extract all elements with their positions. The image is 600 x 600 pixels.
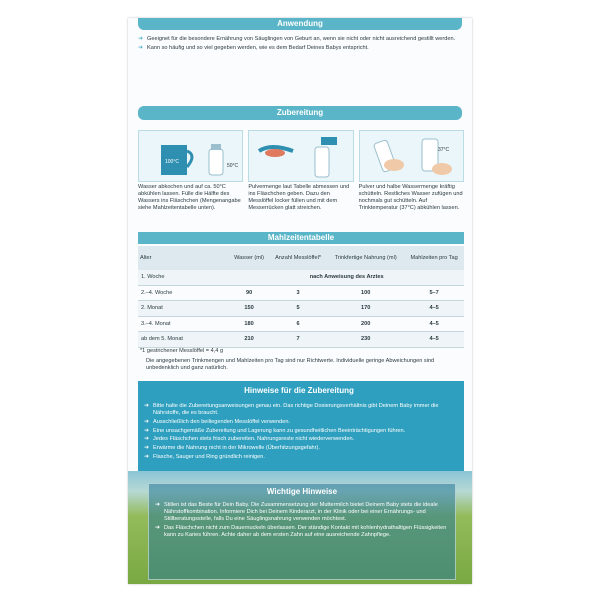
arrow-bullet-icon: ➜	[155, 502, 161, 508]
table-note: Die angegebenen Trinkmengen und Mahlzeiten pro Tag sind nur Richtwerte. Individuelle geringe Abweichungen sind unbedenklich und ganz natürlich.	[146, 358, 435, 371]
column-header: Anzahl Messlöffel*	[269, 246, 327, 270]
list-item: ➜ Eine unsachgemäße Zubereitung und Lagerung kann zu gesundheitlichen Beeinträchtigungen führen.	[144, 427, 406, 434]
table-header-row	[138, 246, 464, 270]
arrow-bullet-icon: ➜	[138, 36, 144, 42]
feeding-table	[138, 246, 464, 348]
table-row: 1. Woche nach Anweisung des Arztes	[138, 270, 464, 285]
column-header: Mahlzeiten pro Tag	[404, 246, 464, 270]
important-notes-box	[148, 483, 456, 580]
anwendung-header: Anwendung	[138, 18, 462, 30]
arrow-bullet-icon: ➜	[144, 453, 150, 460]
svg-text:100°C: 100°C	[165, 159, 179, 165]
column-header: Trinkfertige Nahrung (ml)	[327, 246, 404, 270]
list-item: ➜ Jedes Fläschchen stets frisch zubereiten. Nahrungsreste nicht wiederverwenden.	[144, 436, 355, 443]
table-row: 2.–4. Woche 90 3 100 5–7	[138, 285, 464, 301]
table-row: 2. Monat 150 5 170 4–5	[138, 301, 464, 317]
step-3-text: Pulver und halbe Wassermenge kräftig schütteln. Restliches Wasser zufügen und nochmals gut schütteln. Auf Trinktemperatur (37°C) abkühlen lassen.	[358, 184, 463, 211]
column-header: Wasser (ml)	[229, 246, 269, 270]
list-item: ➜ Erwärme die Nahrung nicht in der Mikrowelle (Überhitzungsgefahr).	[144, 445, 320, 452]
table-header: Mahlzeitentabelle	[138, 232, 464, 244]
list-item: ➜ Das Fläschchen nicht zum Dauernuckeln überlassen. Der ständige Kontakt mit kohlenhydrathaltigen Flüssigkeiten kann zu Karies führen. Achte daher ab dem ersten Zahn auf eine ausreichende Zahnpflege.	[155, 525, 447, 539]
shaking-bottle-illustration	[359, 130, 464, 182]
arrow-bullet-icon: ➜	[144, 427, 150, 434]
svg-text:37°C: 37°C	[437, 147, 449, 153]
table-row: ab dem 5. Monat 210 7 230 4–5	[138, 332, 464, 348]
arrow-bullet-icon: ➜	[144, 418, 150, 425]
arrow-bullet-icon: ➜	[144, 403, 150, 409]
list-item: ➜ Geeignet für die besondere Ernährung von Säuglingen von Geburt an, wenn sie nicht oder nicht ausreichend gestillt werden.	[138, 36, 456, 42]
arrow-bullet-icon: ➜	[144, 436, 150, 443]
list-item: ➜ Bitte halte die Zubereitungsanweisungen genau ein. Das richtige Dosierungsverhältnis gibt Deinem Baby immer die Nährstoffe, die es braucht.	[144, 403, 439, 417]
kettle-illustration	[138, 130, 243, 182]
list-item: ➜ Flasche, Sauger und Ring gründlich reinigen.	[144, 453, 265, 460]
wichtig-header: Wichtige Hinweise	[266, 487, 338, 496]
column-header: Alter	[138, 246, 229, 270]
list-item: ➜ Kann so häufig und so viel gegeben werden, wie es dem Bedarf Deines Babys entspricht.	[138, 44, 369, 51]
wichtig-list	[155, 502, 451, 541]
list-item: ➜ Stillen ist das Beste für Dein Baby. Die Zusammensetzung der Muttermilch bietet Deinem Baby stets die ideale Nährstoffkombination. Informiere Dich bei Deinem Kinderarzt, in der Klinik oder bei einer Ernährungs- und Stillberatungsstelle, falls Du eine Säuglingsnahrung verwenden möchtest.	[155, 502, 438, 523]
step-2-text: Pulvermenge laut Tabelle abmessen und ins Fläschchen geben. Dazu den Messlöffel locker füllen und mit dem Messerrücken glatt streichen.	[248, 184, 350, 211]
preparation-steps	[138, 184, 464, 212]
measuring-spoon-illustration	[248, 130, 353, 182]
list-item: ➜ Ausschließlich den beiliegenden Messlöffel verwenden.	[144, 418, 291, 425]
anwendung-list	[138, 36, 464, 53]
step-1-text: Wasser abkochen und auf ca. 50°C abkühlen lassen. Fülle die Hälfte des Wassers ins Fläschchen (Mengenangabe siehe Mahlzeitentabelle unten).	[138, 184, 241, 211]
svg-text:50°C: 50°C	[227, 163, 239, 169]
arrow-bullet-icon: ➜	[155, 525, 161, 532]
arrow-bullet-icon: ➜	[138, 44, 144, 51]
hinweise-list	[144, 403, 458, 462]
arrow-bullet-icon: ➜	[144, 445, 150, 452]
hinweise-header: Hinweise für die Zubereitung	[244, 386, 354, 395]
table-footnote: *1 gestrichener Messlöffel = 4,4 g	[140, 348, 224, 354]
product-back-panel	[128, 18, 472, 584]
preparation-illustrations	[138, 130, 464, 182]
zubereitung-header: Zubereitung	[138, 106, 462, 120]
preparation-notes-panel	[138, 381, 464, 471]
table-row: 3.–4. Monat 180 6 200 4–5	[138, 316, 464, 332]
